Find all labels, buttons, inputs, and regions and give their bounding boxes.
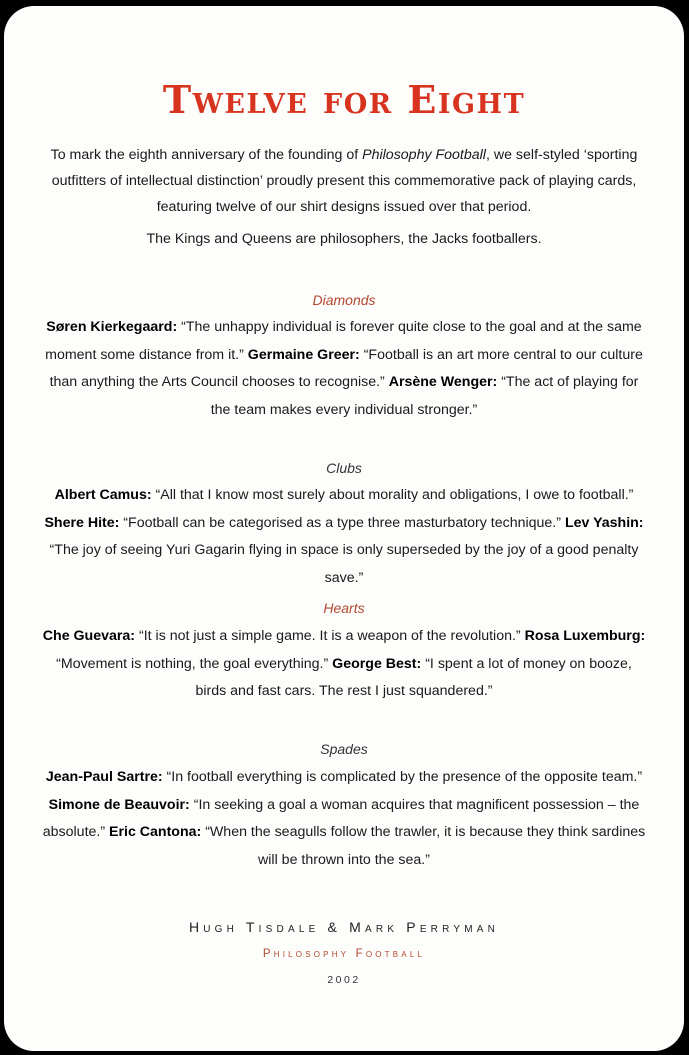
intro-text-end: , we self-styled ‘sporting outfitters of intellectual distinction’ proudly present this commemorative pack of playing cards, featuring twelve of our shirt designs issued over that period.: [51, 147, 638, 215]
quote-text: “In seeking a goal a woman acquires that magnificent possession – the absolute.”: [42, 796, 640, 840]
quote-person: Jean-Paul Sartre:: [45, 769, 163, 785]
playing-card: [4, 6, 684, 1051]
quote-person: Arsène Wenger:: [388, 374, 498, 390]
quotes-diamonds: [40, 314, 648, 424]
quote-text: “The unhappy individual is forever quite close to the goal and at the same moment some distance from it.”: [45, 319, 642, 363]
quote-person: Shere Hite:: [44, 514, 120, 531]
suit-heading-spades: Spades: [320, 741, 368, 757]
quote-person: Eric Cantona:: [109, 824, 202, 840]
quotes-spades: [40, 764, 648, 874]
card-title: Twelve for Eight: [162, 77, 526, 122]
quote-person: Che Guevara:: [42, 628, 136, 644]
quote-text: “It is not just a simple game. It is a weapon of the revolution.”: [135, 628, 525, 644]
quote-person: Albert Camus:: [54, 487, 152, 503]
quote-person: George Best:: [332, 655, 422, 672]
quote-person: Germaine Greer:: [247, 346, 360, 363]
intro-line-2: The Kings and Queens are philosophers, the Jacks footballers.: [146, 231, 542, 247]
quote-text: “Football can be categorised as a type three masturbatory technique.”: [119, 514, 565, 531]
quote-person: Simone de Beauvoir:: [48, 796, 190, 813]
quote-text: “In football everything is complicated by the presence of the opposite team.”: [162, 769, 643, 785]
intro-text-start: To mark the eighth anniversary of the founding of: [50, 147, 363, 163]
year-credit: 2002: [327, 974, 361, 986]
quote-person: Søren Kierkegaard:: [46, 319, 178, 335]
quote-text: “All that I know most surely about morality and obligations, I owe to football.”: [151, 487, 634, 503]
suit-heading-clubs: Clubs: [326, 460, 362, 476]
quote-text: “The joy of seeing Yuri Gagarin flying in space is only superseded by the joy of a good penalty save.”: [49, 542, 639, 586]
quote-person: Lev Yashin:: [564, 514, 644, 531]
quote-text: “Movement is nothing, the goal everything.”: [56, 655, 333, 672]
intro-text: [44, 142, 644, 252]
intro-italic-name: Philosophy Football: [362, 147, 486, 163]
quote-text: “When the seagulls follow the trawler, it is because they think sardines will be thrown into the sea.”: [201, 824, 646, 868]
quote-text: “The act of playing for the team makes every individual stronger.”: [210, 374, 639, 418]
suit-heading-diamonds: Diamonds: [312, 292, 376, 308]
publisher-credit: Philosophy Football: [262, 948, 426, 960]
quotes-clubs: [40, 482, 648, 592]
suit-heading-hearts: Hearts: [323, 600, 365, 616]
authors-credit: Hugh Tisdale & Mark Perryman: [188, 919, 500, 935]
quote-person: Rosa Luxemburg:: [524, 628, 646, 644]
quotes-hearts: [40, 623, 648, 706]
quote-text: “I spent a lot of money on booze, birds and fast cars. The rest I just squandered.”: [195, 655, 632, 699]
intro-paragraph: [44, 142, 644, 220]
quote-text: “Football is an art more central to our culture than anything the Arts Council chooses to recognise.”: [49, 346, 643, 390]
